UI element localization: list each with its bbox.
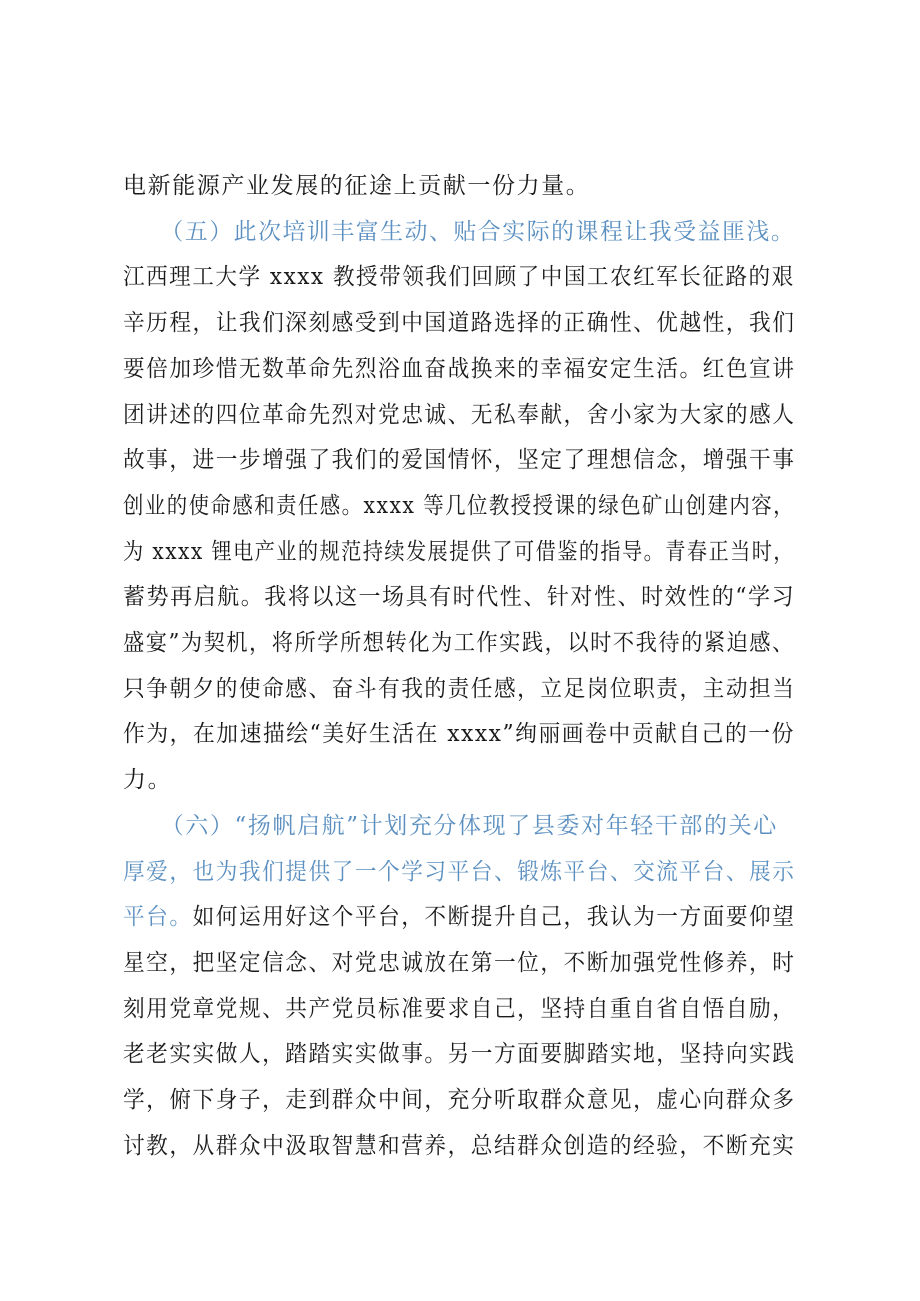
section-heading-text: 厚爱，也为我们提供了一个学习平台、锻炼平台、交流平台、展示 bbox=[123, 858, 796, 885]
text-line bbox=[123, 212, 796, 252]
text-line bbox=[123, 1080, 796, 1120]
paragraph-text: 要倍加珍惜无数革命先烈浴血奋战换来的幸福安定生活。红色宣讲 bbox=[123, 355, 796, 382]
text-line bbox=[123, 623, 795, 663]
text-line bbox=[123, 395, 796, 435]
text-line bbox=[123, 943, 796, 983]
text-line bbox=[123, 532, 795, 572]
paragraph-text: 团讲述的四位革命先烈对党忠诚、无私奉献，舍小家为大家的感人 bbox=[123, 401, 796, 428]
text-line bbox=[123, 989, 796, 1029]
paragraph-text: 创业的使命感和责任感。xxxx 等几位教授授课的绿色矿山创建内容， bbox=[123, 492, 795, 519]
paragraph-text: 蓄势再启航。我将以这一场具有时代性、针对性、时效性的“学习 bbox=[123, 584, 796, 611]
section-heading-text: （六）“扬帆启航”计划充分体现了县委对年轻干部的关心 bbox=[123, 812, 778, 839]
paragraph-text: 只争朝夕的使命感、奋斗有我的责任感，立足岗位职责，主动担当 bbox=[123, 675, 796, 702]
text-line bbox=[123, 349, 796, 389]
section-heading-text: 平台。 bbox=[123, 904, 193, 931]
text-line bbox=[123, 577, 796, 617]
text-line bbox=[123, 1034, 796, 1074]
text-line bbox=[123, 303, 796, 343]
text-line bbox=[123, 760, 795, 800]
text-line bbox=[123, 806, 795, 846]
paragraph-text: 学，俯下身子，走到群众中间，充分听取群众意见，虚心向群众多 bbox=[123, 1087, 796, 1113]
paragraph-text: 刻用党章党规、共产党员标准要求自己，坚持自重自省自悟自励， bbox=[123, 995, 796, 1022]
paragraph-text: 力。 bbox=[123, 767, 173, 794]
section-heading-text: （五）此次培训丰富生动、贴合实际的课程让我受益匪浅。 bbox=[123, 218, 796, 245]
paragraph-text: 如何运用好这个平台，不断提升自己，我认为一方面要仰望 bbox=[192, 904, 796, 931]
paragraph-text: 盛宴”为契机，将所学所想转化为工作实践，以时不我待的紧迫感、 bbox=[123, 630, 795, 656]
paragraph-text: 讨教，从群众中汲取智慧和营养，总结群众创造的经验，不断充实 bbox=[123, 1132, 796, 1159]
text-line bbox=[123, 1126, 796, 1166]
paragraph-text: 为 xxxx 锂电产业的规范持续发展提供了可借鉴的指导。青春正当时， bbox=[123, 538, 795, 565]
text-line bbox=[123, 897, 796, 937]
paragraph-text: 星空，把坚定信念、对党忠诚放在第一位，不断加强党性修养，时 bbox=[123, 949, 796, 976]
paragraph-text: 辛历程，让我们深刻感受到中国道路选择的正确性、优越性，我们 bbox=[123, 310, 796, 337]
text-line bbox=[123, 714, 795, 754]
paragraph-text: 老老实实做人，踏踏实实做事。另一方面要脚踏实地，坚持向实践 bbox=[123, 1041, 796, 1068]
paragraph-text: 作为，在加速描绘“美好生活在 xxxx”绚丽画卷中贡献自己的一份 bbox=[123, 721, 795, 748]
text-line bbox=[123, 669, 796, 709]
paragraph-text: 故事，进一步增强了我们的爱国情怀，坚定了理想信念，增强干事 bbox=[123, 447, 796, 474]
text-line bbox=[123, 486, 795, 526]
paragraph-text: 江西理工大学 xxxx 教授带领我们回顾了中国工农红军长征路的艰 bbox=[123, 264, 795, 291]
paragraph-text: 电新能源产业发展的征途上贡献一份力量。 bbox=[123, 173, 591, 199]
text-line bbox=[123, 852, 796, 892]
text-line bbox=[123, 166, 795, 206]
text-line bbox=[123, 257, 795, 297]
text-line bbox=[123, 440, 796, 480]
